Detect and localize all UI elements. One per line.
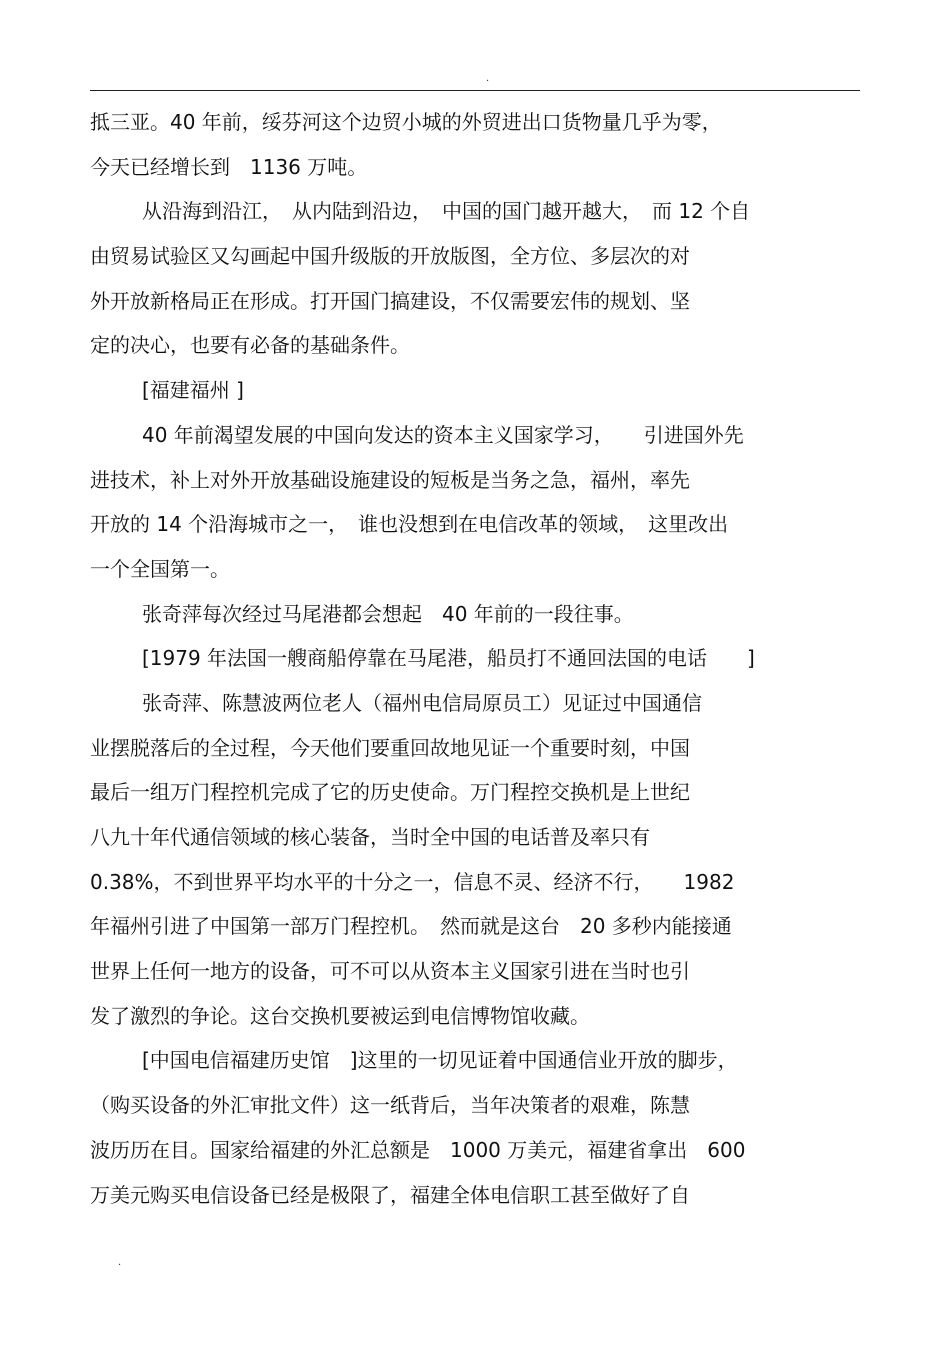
text-line: 波历历在目。国家给福建的外汇总额是 1000 万美元，福建省拿出 600 xyxy=(90,1137,746,1162)
text-line: 万美元购买电信设备已经是极限了，福建全体电信职工甚至做好了自 xyxy=(90,1182,690,1207)
text-line: 八九十年代通信领域的核心装备，当时全中国的电话普及率只有 xyxy=(90,825,650,849)
text-line: 从沿海到沿江， 从内陆到沿边， 中国的国门越开越大， 而 12 个自 xyxy=(142,199,751,224)
text-line: 0.38%，不到世界平均水平的十分之一，信息不灵、经济不行， 1982 xyxy=(90,869,735,894)
text-line: 外开放新格局正在形成。打开国门搞建设，不仅需要宏伟的规划、坚 xyxy=(90,288,690,313)
header-rule xyxy=(90,90,860,91)
text-line: 年福州引进了中国第一部万门程控机。 然而就是这台 20 多秒内能接通 xyxy=(90,914,732,939)
body-text xyxy=(90,100,860,1217)
footer-mark: . xyxy=(118,1257,122,1268)
text-line: 开放的 14 个沿海城市之一， 谁也没想到在电信改革的领域， 这里改出 xyxy=(90,512,729,537)
section-tag: [1979 年法国一艘商船停靠在马尾港，船员打不通回法国的电话 ] xyxy=(142,646,755,671)
text-line: 最后一组万门程控机完成了它的历史使命。万门程控交换机是上世纪 xyxy=(90,780,690,805)
header-mark: . xyxy=(486,73,490,84)
text-line: （购买设备的外汇审批文件）这一纸背后，当年决策者的艰难，陈慧 xyxy=(90,1093,690,1118)
text-line: 抵三亚。40 年前，绥芬河这个边贸小城的外贸进出口货物量几乎为零， xyxy=(90,110,722,134)
text-line: 一个全国第一。 xyxy=(90,556,230,581)
text-line: 由贸易试验区又勾画起中国升级版的开放版图，全方位、多层次的对 xyxy=(90,244,690,269)
text-line: 张奇萍每次经过马尾港都会想起 40 年前的一段往事。 xyxy=(142,601,634,626)
section-tag: [福建福州 ] xyxy=(142,378,244,403)
text-line: 发了激烈的争论。这台交换机要被运到电信博物馆收藏。 xyxy=(90,1003,590,1028)
text-line: 世界上任何一地方的设备，可不可以从资本主义国家引进在当时也引 xyxy=(90,959,690,984)
text-line: 40 年前渴望发展的中国向发达的资本主义国家学习， 引进国外先 xyxy=(142,422,744,447)
text-line: 业摆脱落后的全过程，今天他们要重回故地见证一个重要时刻，中国 xyxy=(90,735,690,760)
text-line: 今天已经增长到 1136 万吨。 xyxy=(90,154,368,179)
text-line: 张奇萍、陈慧波两位老人（福州电信局原员工）见证过中国通信 xyxy=(142,690,702,715)
text-line: 定的决心，也要有必备的基础条件。 xyxy=(90,333,410,358)
text-line: 进技术，补上对外开放基础设施建设的短板是当务之急，福州，率先 xyxy=(90,467,690,492)
text-line: [中国电信福建历史馆 ]这里的一切见证着中国通信业开放的脚步， xyxy=(142,1048,738,1073)
